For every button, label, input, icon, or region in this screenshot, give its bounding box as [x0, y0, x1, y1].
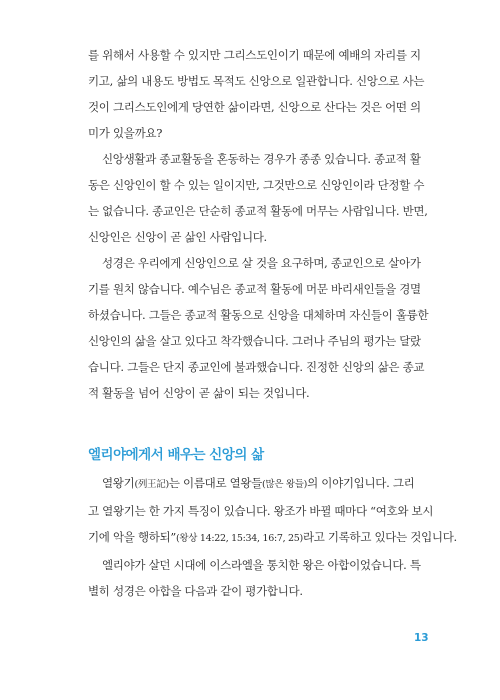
text-line: 엘리야가 살던 시대에 이스라엘을 통치한 왕은 아합이었습니다. 특 [102, 558, 421, 572]
intro-paragraph [88, 42, 424, 146]
text-run: 는 이름대로 열왕들 [168, 476, 263, 490]
section-spacer [88, 406, 424, 444]
text-line: 성경은 우리에게 신앙인으로 살 것을 요구하며, 종교인으로 살아가 [102, 256, 421, 270]
text-line: 습니다. 그들은 단지 종교인에 불과했습니다. 진정한 신앙의 삶은 종교 [88, 360, 425, 374]
text-line [88, 470, 424, 498]
scripture-reference: (왕상 14:22, 15:34, 16:7, 25) [175, 533, 303, 544]
text-line: 를 위해서 사용할 수 있지만 그리스도인이기 때문에 예배의 자리를 지 [88, 48, 421, 62]
text-run: 의 이야기입니다. 그리 [307, 476, 415, 490]
text-line: 는 없습니다. 종교인은 단순히 종교적 활동에 머무는 사람입니다. 반면, [88, 204, 428, 218]
section-heading: 엘리야에게서 배우는 신앙의 삶 [88, 447, 264, 463]
text-line: 하셨습니다. 그들은 종교적 활동으로 신앙을 대체하며 자신들이 훌륭한 [88, 308, 429, 322]
text-line: 동은 신앙인이 할 수 있는 일이지만, 그것만으로 신앙인이라 단정할 수 [88, 178, 425, 192]
page-number: 13 [414, 632, 429, 644]
text-line: 신앙생활과 종교활동을 혼동하는 경우가 종종 있습니다. 종교적 활 [102, 152, 421, 166]
text-line [88, 524, 457, 552]
text-line: 것이 그리스도인에게 당연한 삶이라면, 신앙으로 산다는 것은 어떤 의 [88, 100, 421, 114]
text-line: 기를 원치 않습니다. 예수님은 종교적 활동에 머문 바리새인들을 경멸 [88, 282, 421, 296]
text-line: 신앙인은 신앙이 곧 삶인 사람입니다. [88, 230, 267, 244]
paragraph-ahab [88, 552, 424, 604]
text-run: 열왕기 [102, 476, 135, 490]
text-line: 별히 성경은 아합을 다음과 같이 평가합니다. [88, 584, 303, 598]
paragraph-religion-vs-faith [88, 146, 428, 250]
page-body [88, 42, 457, 604]
text-line: 고 열왕기는 한 가지 특징이 있습니다. 왕조가 바뀔 때마다 “여호와 보시 [88, 504, 434, 518]
paragraph-kings [88, 470, 457, 552]
text-run: 기에 악을 행하되” [88, 530, 176, 544]
hanja-annotation: (列王記) [134, 479, 169, 490]
text-line: 신앙인의 삶을 살고 있다고 착각했습니다. 그러나 주님의 평가는 달랐 [88, 334, 421, 348]
paragraph-scripture-demand [88, 250, 429, 406]
small-annotation: (많은 왕들) [262, 479, 308, 490]
text-line: 키고, 삶의 내용도 방법도 목적도 신앙으로 일관합니다. 신앙으로 사는 [88, 74, 425, 88]
text-line: 적 활동을 넘어 신앙이 곧 삶이 되는 것입니다. [88, 386, 310, 400]
text-run: 라고 기록하고 있다는 것입니다. [302, 530, 457, 544]
text-line: 미가 있을까요? [88, 126, 163, 140]
